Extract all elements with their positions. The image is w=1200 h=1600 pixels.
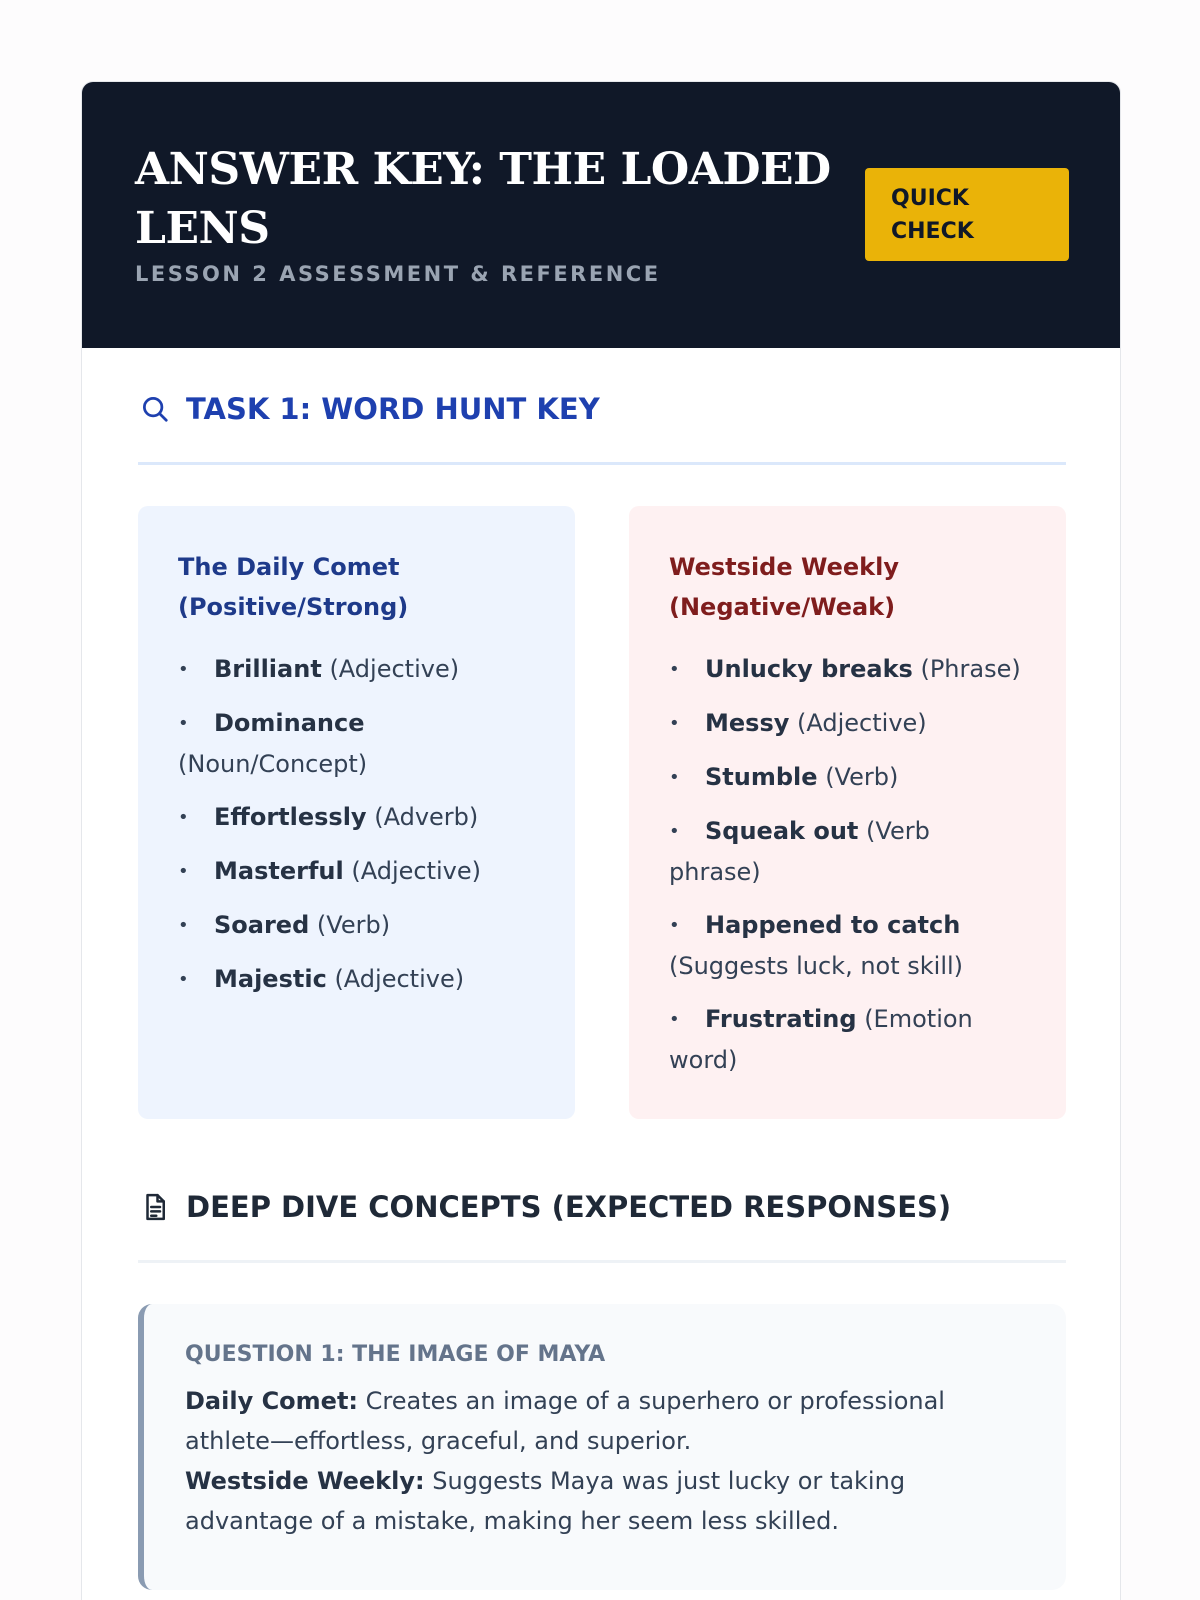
answer-key-card (81, 81, 1121, 1600)
answer-source-westside-weekly: Westside Weekly: (185, 1467, 425, 1495)
question-1-answer (185, 1381, 1026, 1541)
task1-heading-label: TASK 1: WORD HUNT KEY (186, 392, 600, 426)
list-item: • Happened to catch (Suggests luck, not skill) (669, 911, 964, 980)
list-item: • Unlucky breaks (Phrase) (669, 655, 1021, 683)
question-1-card (138, 1304, 1066, 1590)
task1-divider (138, 462, 1066, 465)
list-item: • Squeak out (Verb phrase) (669, 817, 930, 886)
page-title: ANSWER KEY: THE LOADED LENS (135, 144, 831, 254)
list-item: • Messy (Adjective) (669, 709, 927, 737)
list-item: • Frustrating (Emotion word) (669, 1005, 973, 1074)
task1-heading (138, 392, 1066, 426)
deep-dive-divider (138, 1260, 1066, 1263)
westside-weekly-panel (629, 506, 1066, 1119)
list-item: • Effortlessly (Adverb) (178, 803, 479, 831)
deep-dive-heading-label: DEEP DIVE CONCEPTS (EXPECTED RESPONSES) (186, 1190, 952, 1224)
daily-comet-title: The Daily Comet (Positive/Strong) (178, 553, 409, 621)
quick-check-button[interactable]: QUICK CHECK (865, 168, 1069, 261)
deep-dive-heading (138, 1190, 1066, 1224)
answer-source-daily-comet: Daily Comet: (185, 1387, 359, 1415)
westside-weekly-list (669, 649, 1026, 1080)
search-icon (138, 392, 172, 426)
list-item: • Stumble (Verb) (669, 763, 899, 791)
page-subtitle: LESSON 2 ASSESSMENT & REFERENCE (135, 262, 661, 286)
list-item: • Soared (Verb) (178, 911, 391, 939)
daily-comet-panel (138, 506, 575, 1119)
westside-weekly-title: Westside Weekly (Negative/Weak) (669, 553, 899, 621)
list-item: • Masterful (Adjective) (178, 857, 481, 885)
document-icon (138, 1190, 172, 1224)
answer-text-westside-weekly: Suggests Maya was just lucky or taking advantage of a mistake, making her seem less skilled. (185, 1467, 906, 1535)
question-1-label: QUESTION 1: THE IMAGE OF MAYA (185, 1342, 606, 1367)
list-item: • Majestic (Adjective) (178, 965, 465, 993)
list-item: • Dominance (Noun/Concept) (178, 709, 368, 778)
answer-text-daily-comet: Creates an image of a superhero or professional athlete—effortless, graceful, and superior. (185, 1387, 945, 1455)
daily-comet-list (178, 649, 535, 1000)
list-item: • Brilliant (Adjective) (178, 655, 460, 683)
header-banner (82, 82, 1120, 348)
